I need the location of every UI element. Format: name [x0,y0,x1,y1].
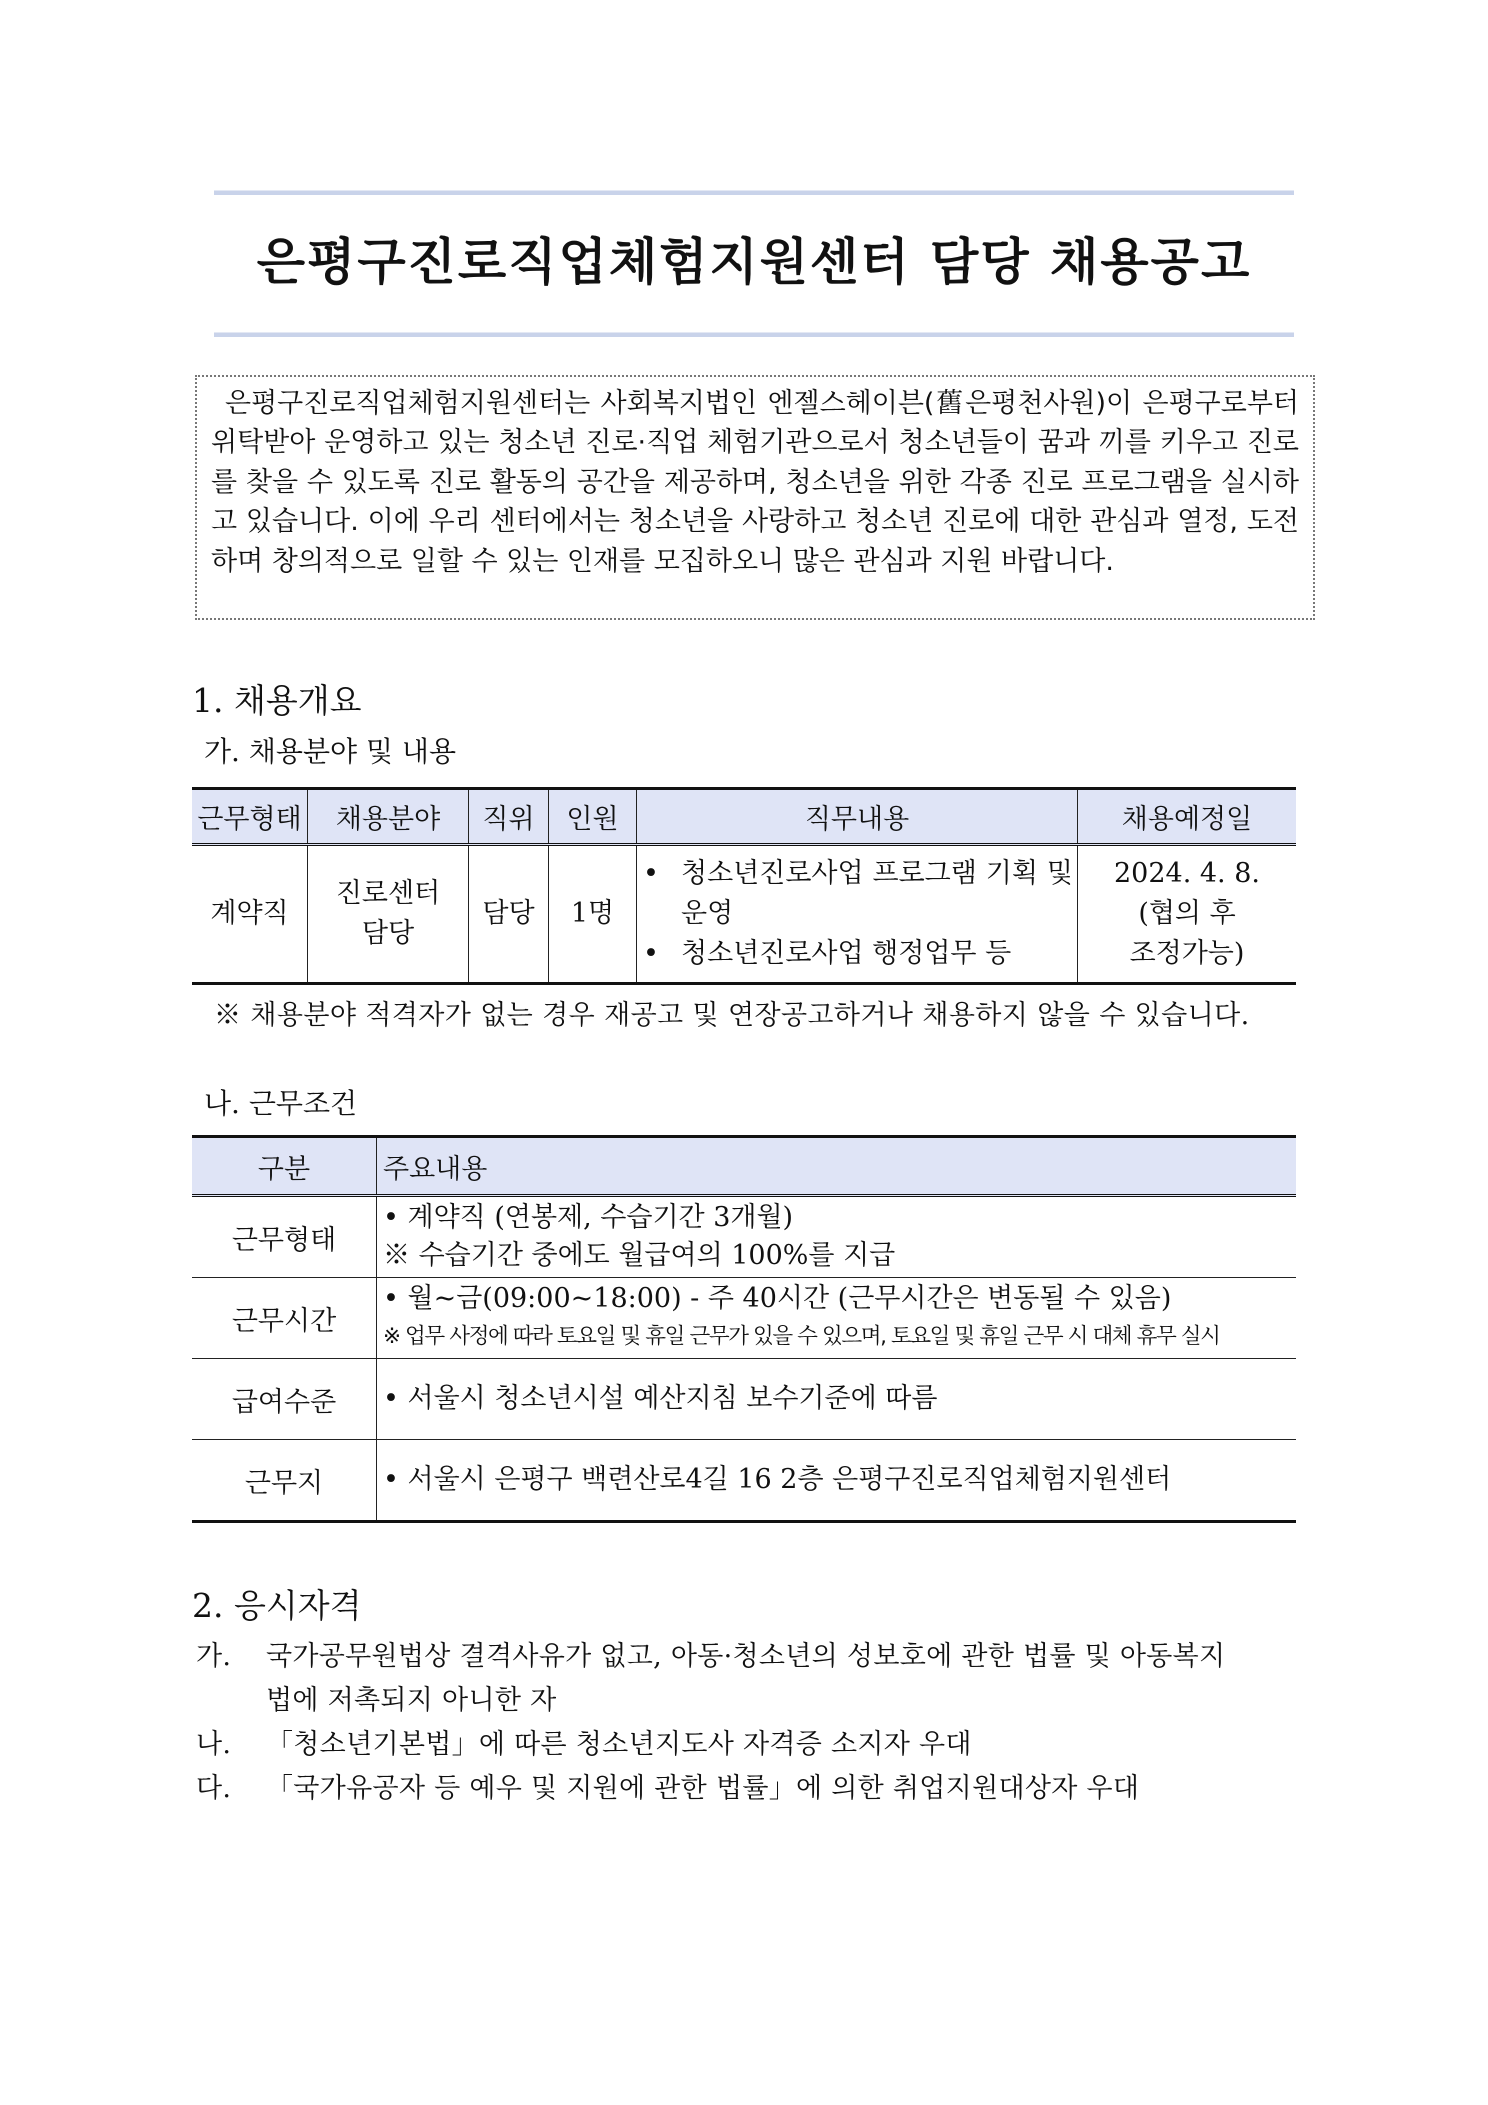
content-line: ※ 수습기간 중에도 월급여의 100%를 지급 [383,1240,896,1271]
intro-text: 은평구진로직업체험지원센터는 사회복지법인 엔젤스헤이븐(舊은평천사원)이 은평구로부터 위탁받아 운영하고 있는 청소년 진로·직업 체험기관으로서 청소년들이 꿈과 끼를 키우고 진로를 찾을 수 있도록 진로 활동의 공간을 제공하며, 청소년을 위한 각종 진로 프로그램을 실시하고 있습니다. 이에 우리 센터에서는 청소년을 사랑하고 청소년 진로에 대한 관심과 열정, 도전하며 창의적으로 일할 수 있는 인재를 모집하오니 많은 관심과 지원 바랍니다. [211,388,1299,577]
recruitment-note: ※ 채용분야 적격자가 없는 경우 재공고 및 연장공고하거나 채용하지 않을 수 있습니다. [214,1000,1250,1031]
col-header: 주요내용 [377,1137,1297,1196]
row-content [377,1196,1297,1278]
qualification-item [196,1766,1326,1805]
col-header: 직무내용 [637,789,1078,845]
row-content [377,1278,1297,1359]
top-rule [214,190,1294,195]
section1-heading: 1. 채용개요 [192,681,362,720]
item-mark: 다. [196,1773,232,1804]
page-title: 은평구진로직업체험지원센터 담당 채용공고 [256,233,1252,291]
col-header: 구분 [192,1137,377,1196]
table-row [192,1196,1296,1278]
row-label: 근무형태 [192,1196,377,1278]
item-mark: 가. [196,1641,232,1672]
cell-position: 담당 [469,845,549,984]
section2-heading: 2. 응시자격 [192,1586,362,1625]
item-text: 국가공무원법상 결격사유가 없고, 아동·청소년의 성보호에 관한 법률 및 아동복지 [266,1641,1226,1672]
cell-count: 1명 [549,845,637,984]
content-line: • 월~금(09:00~18:00) - 주 40시간 (근무시간은 변동될 수 있음) [383,1283,1172,1314]
cell-date [1078,845,1297,984]
conditions-table [192,1135,1296,1523]
content-line: ※ 업무 사정에 따라 토요일 및 휴일 근무가 있을 수 있으며, 토요일 및 휴일 근무 시 대체 휴무 실시 [383,1324,1220,1349]
content-line: • 계약직 (연봉제, 수습기간 3개월) [383,1202,794,1233]
col-header: 직위 [469,789,549,845]
item-mark: 나. [196,1729,232,1760]
table-row [192,845,1296,984]
qualification-item [196,1634,1326,1673]
date-line: 조정가능) [1129,938,1245,969]
row-label: 근무지 [192,1440,377,1522]
cell-duties [637,845,1078,984]
col-header: 인원 [549,789,637,845]
content-line: • 서울시 은평구 백련산로4길 16 2층 은평구진로직업체험지원센터 [383,1464,1172,1495]
cell-type: 계약직 [192,845,308,984]
content-line: • 서울시 청소년시설 예산지침 보수기준에 따름 [383,1383,938,1414]
row-label: 근무시간 [192,1278,377,1359]
list-item: • 청소년진로사업 행정업무 등 [637,934,1073,974]
field-line: 진로센터 [335,878,441,909]
item-text: 「국가유공자 등 예우 및 지원에 관한 법률」에 의한 취업지원대상자 우대 [266,1773,1140,1804]
section1-sub-b: 나. 근무조건 [204,1087,358,1120]
col-header: 근무형태 [192,789,308,845]
item-text: 「청소년기본법」에 따른 청소년지도사 자격증 소지자 우대 [266,1729,972,1760]
table-row [192,1440,1296,1522]
list-item: • 청소년진로사업 프로그램 기획 및 운영 [637,854,1073,934]
col-header: 채용예정일 [1078,789,1297,845]
row-content [377,1359,1297,1440]
section1-sub-a: 가. 채용분야 및 내용 [204,735,456,768]
title-bottom-rule [214,332,1294,337]
table-row [192,1359,1296,1440]
recruitment-table [192,787,1296,985]
field-line: 담당 [361,918,415,949]
item-text: 법에 저촉되지 아니한 자 [266,1685,557,1716]
duty-list [637,854,1073,974]
col-header: 채용분야 [308,789,469,845]
date-line: 2024. 4. 8. [1114,858,1260,889]
qualification-item-cont [196,1678,1326,1717]
qualification-item [196,1722,1326,1761]
table-row [192,1278,1296,1359]
date-line: (협의 후 [1138,898,1236,929]
cell-field [308,845,469,984]
row-content [377,1440,1297,1522]
intro-box [195,375,1315,620]
row-label: 급여수준 [192,1359,377,1440]
